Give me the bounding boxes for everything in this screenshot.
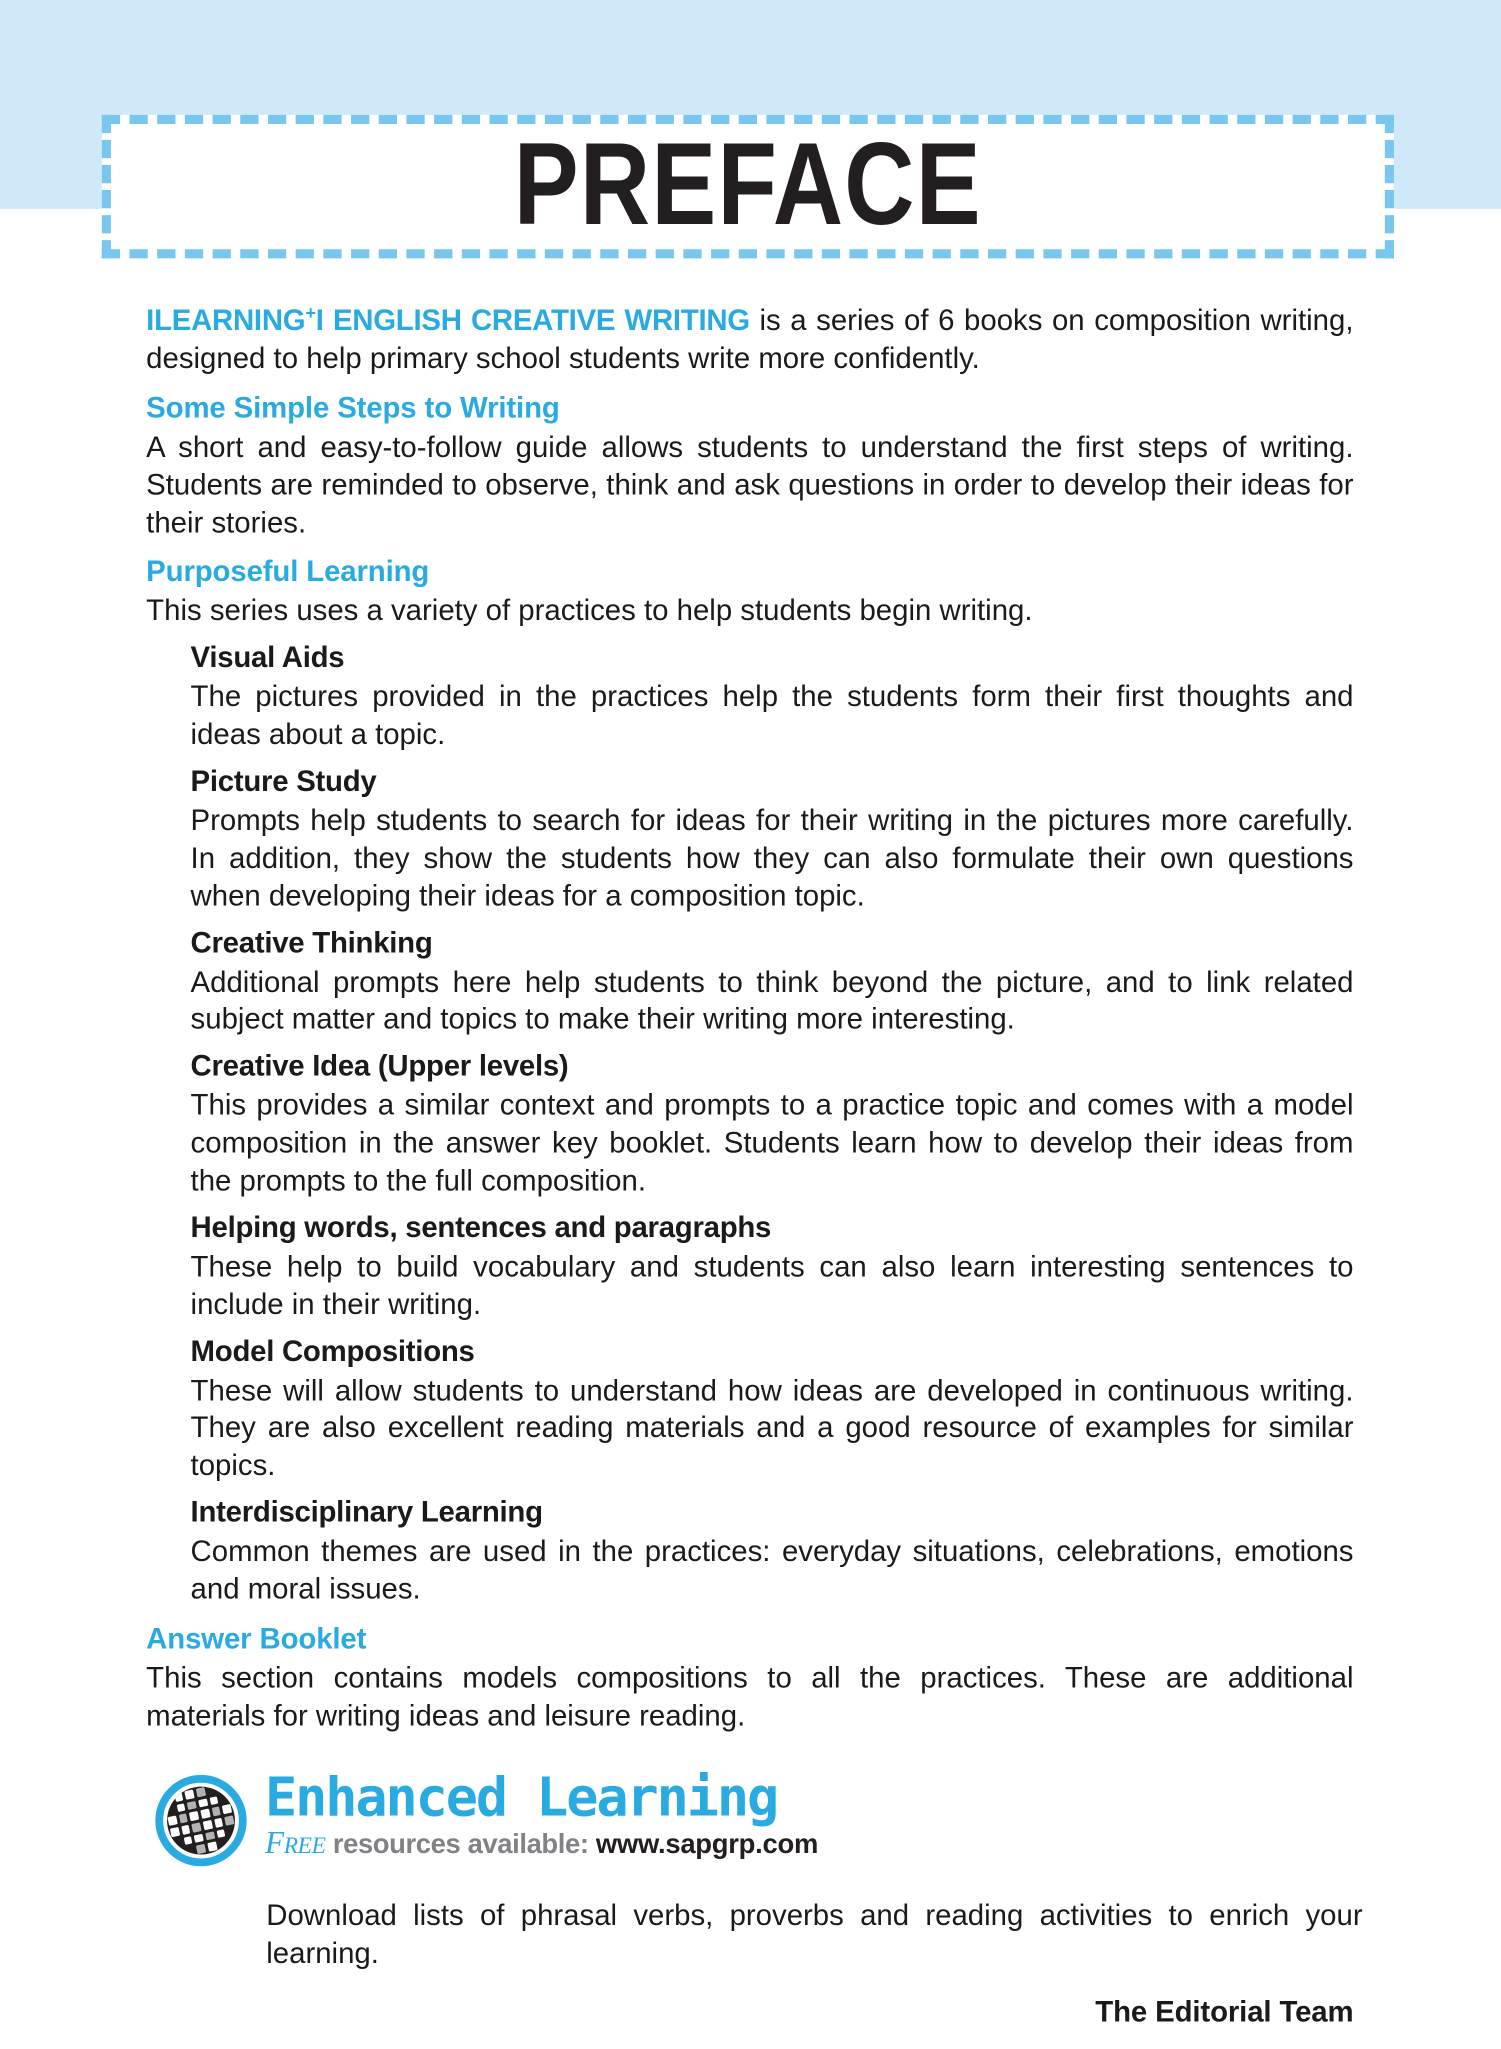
intro-paragraph [146, 303, 1353, 378]
resources-text: resources available: [325, 1830, 596, 1861]
subsection-title-visual-aids: Visual Aids [190, 641, 345, 674]
subsection-model-compositions [191, 1333, 1354, 1485]
subsection-text-interdisciplinary-learning: Common themes are used in the practices: everyday situations, celebrations, emotions and moral issues. [190, 1535, 1354, 1606]
download-note: Download lists of phrasal verbs, proverbs and reading activities to enrich your learning. [266, 1898, 1363, 1969]
sapgrp-url[interactable]: www.sapgrp.com [595, 1830, 819, 1861]
subsection-visual-aids [191, 640, 1354, 754]
subsection-interdisciplinary-learning [191, 1495, 1354, 1609]
enhanced-learning-block [155, 1765, 1353, 1866]
logo-disc [167, 1786, 235, 1854]
film-strip-circle-icon [155, 1775, 246, 1866]
brand-superscript: + [305, 302, 316, 324]
intro-rest: is a series of 6 books on composition writing, designed to help primary school students write more confidently. [146, 304, 1354, 375]
enhanced-learning-title: Enhanced Learning [264, 1765, 778, 1829]
section-body-purposeful-learning: This series uses a variety of practices to help students begin writing. [146, 594, 1033, 627]
title-box [102, 115, 1394, 259]
logo-film-grid [167, 1786, 235, 1854]
section-heading-some-simple-steps: Some Simple Steps to Writing [146, 391, 560, 424]
section-heading-answer-booklet: Answer Booklet [146, 1622, 367, 1655]
subsection-title-creative-idea: Creative Idea (Upper levels) [190, 1049, 569, 1083]
subsection-helping-words [191, 1210, 1354, 1324]
subsection-title-interdisciplinary-learning: Interdisciplinary Learning [190, 1496, 543, 1529]
section-heading-purposeful-learning: Purposeful Learning [146, 555, 430, 588]
subsection-creative-idea [191, 1048, 1354, 1200]
section-body-some-simple-steps: A short and easy-to-follow guide allows students to understand the first steps of writing. Students are reminded to observe, think and ask questions in order to develop their ideas for their stories. [146, 430, 1354, 539]
free-label-big: F [264, 1827, 284, 1862]
subsection-title-creative-thinking: Creative Thinking [190, 926, 433, 959]
brand-suffix: I ENGLISH CREATIVE WRITING [315, 304, 750, 337]
brand-name [146, 304, 750, 337]
enhanced-learning-text [264, 1765, 819, 1865]
editorial-team-signature: The Editorial Team [1095, 1994, 1354, 2028]
free-label-small: REE [283, 1832, 326, 1859]
subsection-title-model-compositions: Model Compositions [190, 1334, 475, 1368]
subsection-text-creative-thinking: Additional prompts here help students to think beyond the picture, and to link related subject matter and topics to make their writing more interesting. [190, 965, 1354, 1036]
subsection-text-visual-aids: The pictures provided in the practices help the students form their first thoughts and ideas about a topic. [190, 680, 1354, 751]
subsection-text-helping-words: These help to build vocabulary and students can also learn interesting sentences to include in their writing. [190, 1250, 1354, 1321]
subsection-picture-study [191, 763, 1354, 915]
subsection-text-model-compositions: These will allow students to understand how ideas are developed in continuous writing. They are also excellent reading materials and a good resource of examples for similar topics. [190, 1373, 1354, 1482]
section-body-answer-booklet: This section contains models compositions to all the practices. These are additional materials for writing ideas and leisure reading. [146, 1661, 1354, 1732]
subsection-text-picture-study: Prompts help students to search for ideas for their writing in the pictures more carefully. In addition, they show the students how they can also formulate their own questions when developing their ideas for a composition topic. [190, 803, 1354, 912]
subsection-title-helping-words: Helping words, sentences and paragraphs [190, 1211, 772, 1244]
preface-content [146, 302, 1363, 2032]
subsection-title-picture-study: Picture Study [190, 764, 377, 798]
page-title: PREFACE [513, 119, 982, 251]
subsection-text-creative-idea: This provides a similar context and prompts to a practice topic and comes with a model composition in the answer key booklet. Students learn how to develop their ideas from the prompts to the full composition. [190, 1088, 1354, 1197]
subsection-creative-thinking [191, 925, 1354, 1039]
enhanced-learning-subtitle [265, 1825, 818, 1865]
brand-prefix: ILEARNING [146, 304, 306, 337]
free-label [265, 1828, 326, 1862]
